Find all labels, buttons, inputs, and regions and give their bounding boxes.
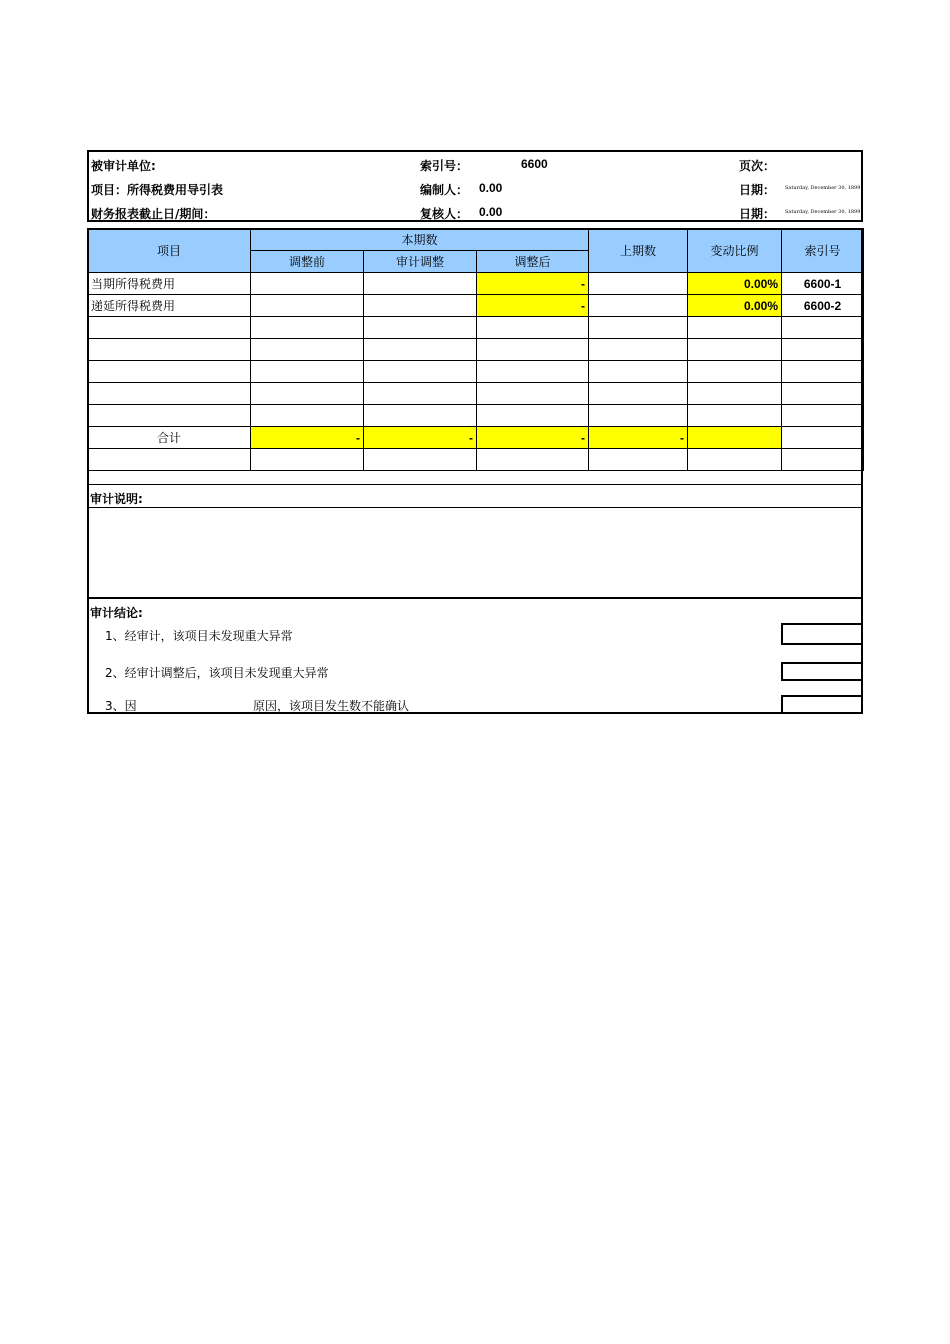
total-ref-cell[interactable] (782, 427, 864, 449)
total-change-cell[interactable] (688, 427, 782, 449)
empty-cell[interactable] (782, 383, 864, 405)
empty-cell[interactable] (782, 339, 864, 361)
empty-cell[interactable] (688, 405, 782, 427)
header-block (87, 150, 863, 222)
empty-cell[interactable] (782, 361, 864, 383)
total-adjust-cell[interactable]: - (364, 427, 477, 449)
empty-cell[interactable] (251, 339, 364, 361)
empty-cell[interactable] (364, 449, 477, 471)
unit-label: 被审计单位: (91, 159, 156, 173)
row-change-cell[interactable]: 0.00% (688, 295, 782, 317)
conclusion-option-1: 1、经审计，该项目未发现重大异常 (105, 629, 293, 643)
empty-cell[interactable] (477, 361, 589, 383)
empty-cell[interactable] (251, 449, 364, 471)
audit-explanation-area[interactable] (87, 508, 863, 597)
audit-conclusion-section (87, 599, 863, 714)
index-label: 索引号： (420, 159, 469, 173)
col-ref-header: 索引号 (782, 229, 864, 273)
reviewer-label: 复核人： (420, 207, 469, 221)
date-label-2: 日期： (739, 207, 776, 221)
row-before-cell[interactable] (251, 273, 364, 295)
reviewer-value: 0.00 (479, 205, 503, 219)
col-after-header: 调整后 (477, 251, 589, 273)
row-after-cell[interactable]: - (477, 273, 589, 295)
empty-cell[interactable] (688, 383, 782, 405)
conclusion-checkbox-2[interactable] (781, 662, 863, 681)
row-ref-cell[interactable]: 6600-2 (782, 295, 864, 317)
col-adjust-header: 审计调整 (364, 251, 477, 273)
empty-cell[interactable] (589, 361, 688, 383)
empty-cell[interactable] (364, 383, 477, 405)
empty-cell[interactable] (88, 405, 251, 427)
col-item-header: 项目 (88, 229, 251, 273)
table-head-row-1 (88, 229, 864, 251)
empty-cell[interactable] (589, 317, 688, 339)
audit-explanation-label: 审计说明: (90, 492, 143, 506)
empty-cell[interactable] (251, 405, 364, 427)
empty-cell[interactable] (88, 339, 251, 361)
empty-cell[interactable] (688, 361, 782, 383)
empty-cell[interactable] (782, 405, 864, 427)
empty-cell[interactable] (688, 317, 782, 339)
col-before-header: 调整前 (251, 251, 364, 273)
row-after-cell[interactable]: - (477, 295, 589, 317)
empty-cell[interactable] (477, 405, 589, 427)
date-label-1: 日期： (739, 183, 776, 197)
row-change-cell[interactable]: 0.00% (688, 273, 782, 295)
empty-cell[interactable] (251, 317, 364, 339)
workpaper-sheet (87, 150, 863, 713)
conclusion-checkbox-1[interactable] (781, 623, 863, 645)
empty-cell[interactable] (688, 449, 782, 471)
empty-cell[interactable] (88, 361, 251, 383)
empty-cell[interactable] (477, 317, 589, 339)
guide-table (87, 228, 864, 471)
header-row-2 (89, 176, 861, 200)
audit-explanation-section (87, 484, 863, 599)
conclusion-checkbox-3[interactable] (781, 695, 863, 714)
empty-cell[interactable] (251, 361, 364, 383)
conclusion-option-3b: 原因，该项目发生数不能确认 (253, 699, 410, 713)
empty-cell[interactable] (782, 317, 864, 339)
total-prior-cell[interactable]: - (589, 427, 688, 449)
col-prior-header: 上期数 (589, 229, 688, 273)
row-prior-cell[interactable] (589, 295, 688, 317)
empty-cell[interactable] (589, 383, 688, 405)
empty-cell[interactable] (589, 339, 688, 361)
col-current-header: 本期数 (251, 229, 589, 251)
empty-cell[interactable] (589, 449, 688, 471)
row-adjust-cell[interactable] (364, 273, 477, 295)
conclusion-option-3a: 3、因 (105, 699, 137, 713)
empty-cell[interactable] (364, 317, 477, 339)
empty-cell[interactable] (782, 449, 864, 471)
table-row (88, 339, 864, 361)
table-row (88, 317, 864, 339)
table-row (88, 361, 864, 383)
row-adjust-cell[interactable] (364, 295, 477, 317)
empty-cell[interactable] (364, 339, 477, 361)
date-value-2: Saturday, December 30, 1899 (785, 209, 861, 215)
empty-cell[interactable] (364, 405, 477, 427)
preparer-label: 编制人： (420, 183, 469, 197)
header-row-1 (89, 152, 861, 176)
empty-cell[interactable] (477, 339, 589, 361)
empty-cell[interactable] (477, 449, 589, 471)
row-item[interactable]: 当期所得税费用 (88, 273, 251, 295)
preparer-value: 0.00 (479, 181, 503, 195)
project-label: 项目：所得税费用导引表 (91, 183, 224, 197)
empty-cell[interactable] (688, 339, 782, 361)
col-change-header: 变动比例 (688, 229, 782, 273)
page-label: 页次： (739, 159, 776, 173)
table-row (88, 449, 864, 471)
empty-cell[interactable] (88, 383, 251, 405)
row-ref-cell[interactable]: 6600-1 (782, 273, 864, 295)
audit-conclusion-label: 审计结论: (90, 606, 143, 620)
header-row-3 (89, 200, 861, 224)
empty-cell[interactable] (251, 383, 364, 405)
row-before-cell[interactable] (251, 295, 364, 317)
table-row (88, 273, 864, 295)
period-label: 财务报表截止日/期间： (91, 207, 216, 221)
empty-cell[interactable] (589, 405, 688, 427)
table-row (88, 383, 864, 405)
total-row (88, 427, 864, 449)
empty-cell[interactable] (364, 361, 477, 383)
total-label: 合计 (88, 427, 251, 449)
index-value: 6600 (521, 157, 548, 171)
row-item[interactable]: 递延所得税费用 (88, 295, 251, 317)
empty-cell[interactable] (477, 383, 589, 405)
total-before-cell[interactable]: - (251, 427, 364, 449)
empty-cell[interactable] (88, 449, 251, 471)
conclusion-option-2: 2、经审计调整后，该项目未发现重大异常 (105, 666, 329, 680)
table-row (88, 295, 864, 317)
total-after-cell[interactable]: - (477, 427, 589, 449)
table-row (88, 405, 864, 427)
date-value-1: Saturday, December 30, 1899 (785, 185, 861, 191)
row-prior-cell[interactable] (589, 273, 688, 295)
empty-cell[interactable] (88, 317, 251, 339)
